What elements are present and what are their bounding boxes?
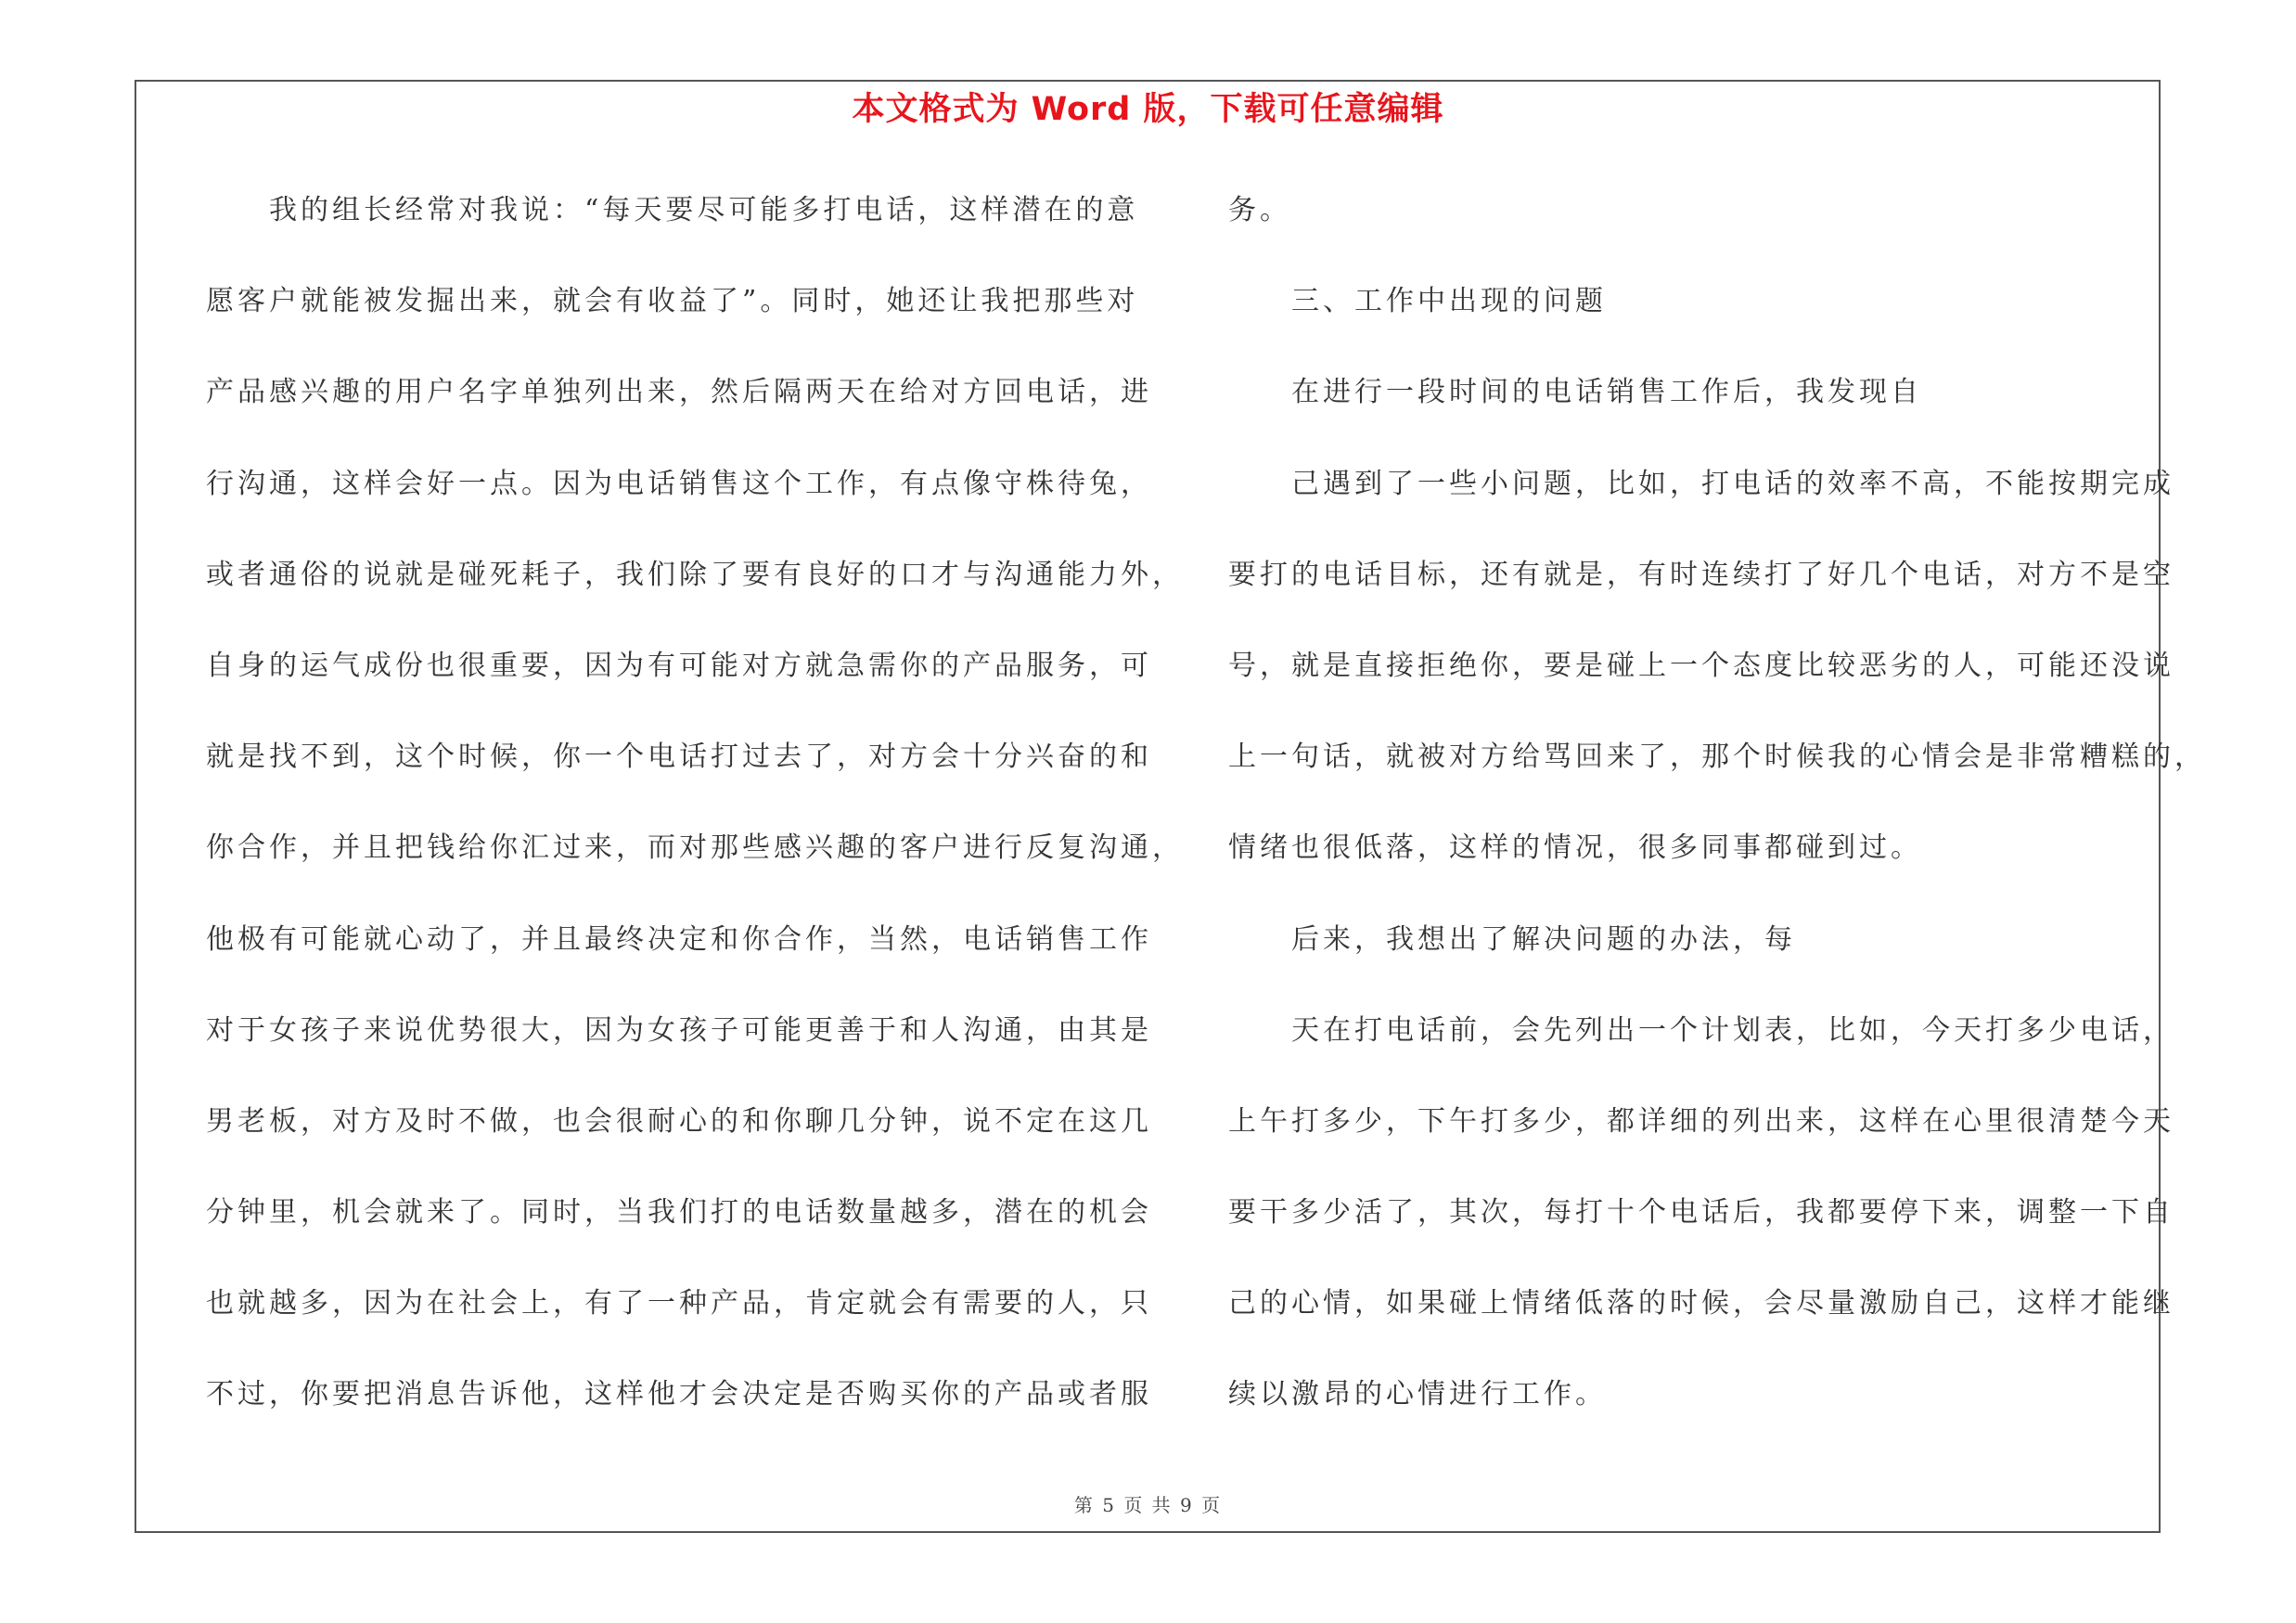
text-line: 务。 [1228,194,1291,226]
editable-format-banner: 本文格式为 Word 版，下载可任意编辑 [852,91,1444,128]
right-text-column [1228,188,2206,1464]
text-line: 续以激昂的心情进行工作。 [1228,1378,1607,1411]
text-line: 三、工作中出现的问题 [1291,285,1607,318]
text-line: 在进行一段时间的电话销售工作后，我发现自 [1291,376,1922,409]
text-line: 男老板，对方及时不做，也会很耐心的和你聊几分钟，说不定在这几 [206,1104,1152,1138]
page-number-footer: 第 5 页 共 9 页 [1073,1494,1223,1516]
text-line: 要干多少活了，其次，每打十个电话后，我都要停下来，调整一下自 [1228,1196,2174,1230]
left-text-column [206,188,1184,1464]
text-line: 也就越多，因为在社会上，有了一种产品，肯定就会有需要的人，只 [206,1287,1152,1320]
text-line: 天在打电话前，会先列出一个计划表，比如，今天打多少电话， [1291,1013,2174,1047]
text-line: 己遇到了一些小问题，比如，打电话的效率不高，不能按期完成 [1291,467,2174,500]
text-line: 我的组长经常对我说：“每天要尽可能多打电话，这样潜在的意 [269,194,1139,226]
text-line: 后来，我想出了解决问题的办法，每 [1291,922,1796,956]
text-line: 他极有可能就心动了，并且最终决定和你合作，当然，电话销售工作 [206,922,1152,956]
text-line: 对于女孩子来说优势很大，因为女孩子可能更善于和人沟通，由其是 [206,1013,1152,1047]
text-line: 行沟通，这样会好一点。因为电话销售这个工作，有点像守株待兔， [206,467,1152,500]
text-line: 要打的电话目标，还有就是，有时连续打了好几个电话，对方不是空 [1228,558,2174,591]
text-line: 你合作，并且把钱给你汇过来，而对那些感兴趣的客户进行反复沟通， [206,831,1184,865]
text-line: 自身的运气成份也很重要，因为有可能对方就急需你的产品服务，可 [206,649,1152,682]
text-line: 产品感兴趣的用户名字单独列出来，然后隔两天在给对方回电话，进 [206,376,1152,409]
text-line: 分钟里，机会就来了。同时，当我们打的电话数量越多，潜在的机会 [206,1196,1152,1230]
text-line: 或者通俗的说就是碰死耗子，我们除了要有良好的口才与沟通能力外， [206,558,1184,591]
text-line: 不过，你要把消息告诉他，这样他才会决定是否购买你的产品或者服 [206,1378,1152,1411]
text-line: 就是找不到，这个时候，你一个电话打过去了，对方会十分兴奋的和 [206,741,1152,774]
text-line: 上午打多少，下午打多少，都详细的列出来，这样在心里很清楚今天 [1228,1104,2174,1138]
text-line: 号，就是直接拒绝你，要是碰上一个态度比较恶劣的人，可能还没说 [1228,649,2174,682]
text-line: 己的心情，如果碰上情绪低落的时候，会尽量激励自己，这样才能继 [1228,1287,2174,1320]
text-line: 情绪也很低落，这样的情况，很多同事都碰到过。 [1228,831,1922,865]
text-line: 愿客户就能被发掘出来，就会有收益了”。同时，她还让我把那些对 [206,285,1139,318]
text-line: 上一句话，就被对方给骂回来了，那个时候我的心情会是非常糟糕的， [1228,741,2206,774]
